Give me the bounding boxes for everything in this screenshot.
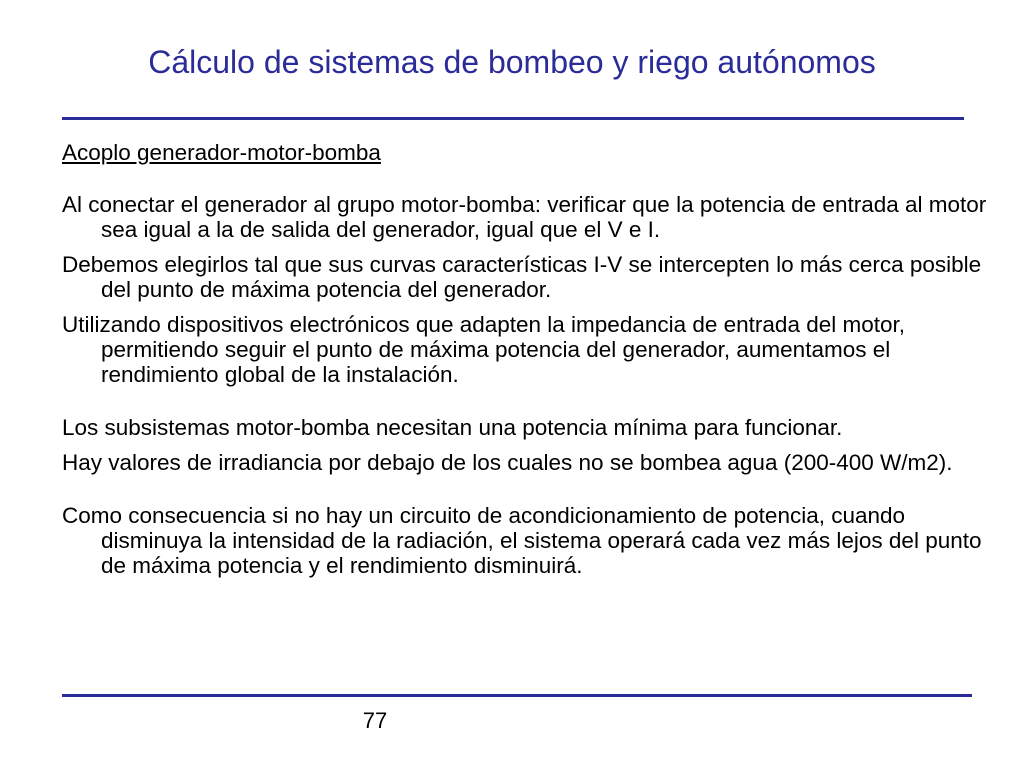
paragraph-coupling: Al conectar el generador al grupo motor-bomba: verificar que la potencia de entrada al motor sea igual a la de salida del generador, igual que el V e I. xyxy=(62,192,987,242)
slide-title: Cálculo de sistemas de bombeo y riego autónomos xyxy=(148,44,876,80)
section-subheading: Acoplo generador-motor-bomba xyxy=(62,140,381,165)
paragraph-irradiance: Hay valores de irradiancia por debajo de los cuales no se bombea agua (200-400 W/m2). xyxy=(62,450,953,475)
paragraph-impedance: Utilizando dispositivos electrónicos que adapten la impedancia de entrada del motor, permitiendo seguir el punto de máxima potencia del generador, aumentamos el rendimiento global de la instalación. xyxy=(62,312,906,387)
footer-divider xyxy=(62,694,972,697)
paragraph-consequence: Como consecuencia si no hay un circuito de acondicionamiento de potencia, cuando disminuya la intensidad de la radiación, el sistema operará cada vez más lejos del punto de máxima potencia y el rendimiento disminuirá. xyxy=(62,503,982,578)
page-number: 77 xyxy=(362,708,388,733)
paragraph-iv-curves: Debemos elegirlos tal que sus curvas características I-V se intercepten lo más cerca posible del punto de máxima potencia del generador. xyxy=(62,252,982,302)
slide-body xyxy=(62,140,992,588)
paragraph-minimum-power: Los subsistemas motor-bomba necesitan una potencia mínima para funcionar. xyxy=(62,415,843,440)
title-divider xyxy=(62,117,964,120)
